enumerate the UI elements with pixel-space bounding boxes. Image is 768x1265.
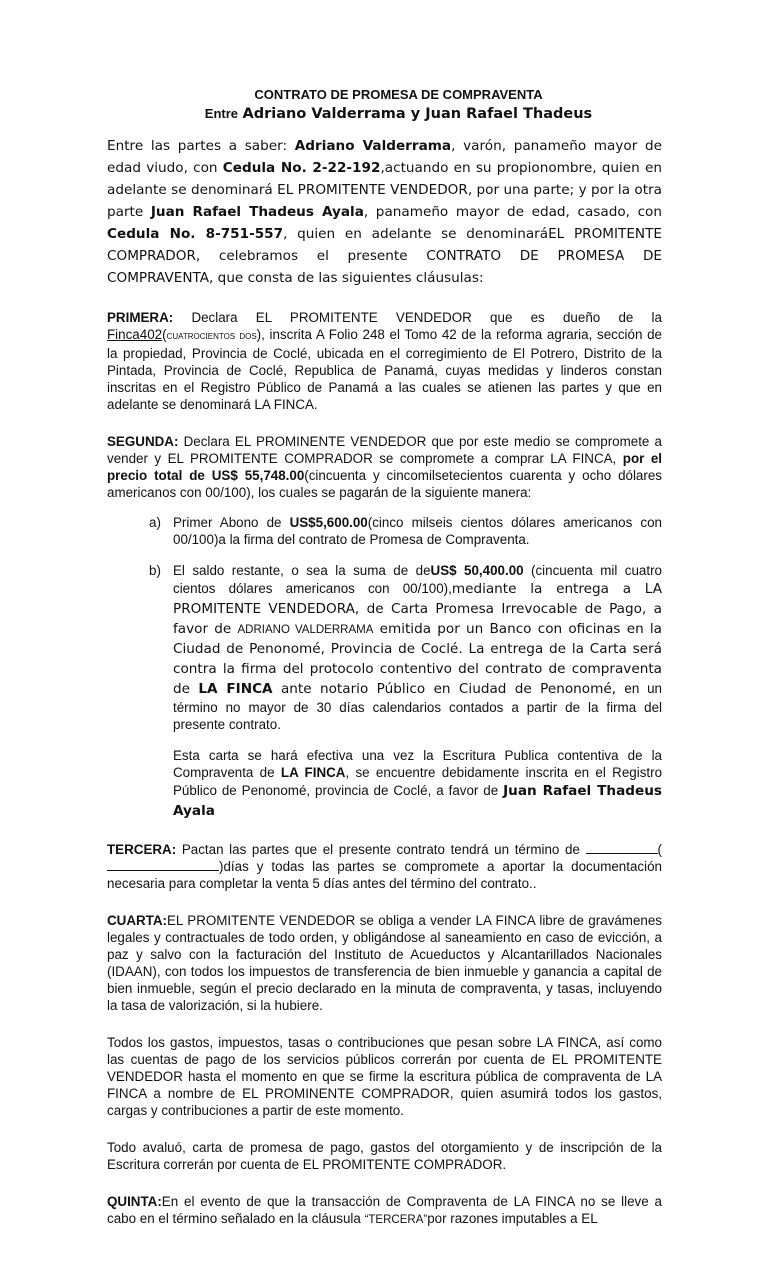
- finca-ref: LA FINCA: [198, 681, 273, 697]
- contract-subtitle: [135, 103, 662, 125]
- intro-text: Entre las partes a saber:: [107, 138, 295, 154]
- clause-text: En el evento de que la transacción de Compraventa de LA FINCA no se lleve a cabo en el término señalado en la cláusula: [107, 1194, 662, 1226]
- finca-ref: LA FINCA: [280, 765, 346, 780]
- clause-tercera: [107, 841, 662, 892]
- contract-title: CONTRATO DE PROMESA DE COMPRAVENTA: [254, 87, 543, 102]
- clause-cuarta: [107, 912, 662, 1014]
- clause-text: Declara EL PROMITENTE VENDEDOR que es dueño de la: [173, 310, 662, 325]
- clause-quinta: [107, 1193, 662, 1229]
- subtitle-prefix: Entre: [204, 106, 239, 121]
- finca-number: Finca402: [107, 327, 163, 342]
- list-marker: a): [149, 515, 161, 530]
- clause-text: (cincuenta y cincomilsetecientos cuarenta y ocho dólares americanos con 00/100), los cuales se pagarán de la siguiente manera:: [107, 468, 662, 500]
- term-blank-line: [107, 858, 219, 871]
- seller-id: Cedula No. 2-22-192: [222, 160, 381, 176]
- clause-text: )días y todas las partes se compromete a aportar la documentación necesaria para completar la venta 5 días antes del término del contrato..: [107, 859, 662, 891]
- clause-label: PRIMERA:: [107, 310, 174, 325]
- clause-segunda: [107, 433, 662, 501]
- item-text: Esta carta se hará efectiva una vez la Escritura Publica contentiva de la Compraventa de: [173, 748, 662, 780]
- item-text: Primer Abono de: [173, 515, 290, 530]
- intro-text: , varón, panameño mayor de edad viudo, con: [107, 138, 662, 176]
- intro-text: , quien en adelante se denominaráEL PROMITENTE COMPRADOR, celebramos el presente CONTRATO DE PROMESA DE COMPRAVENTA, que consta de las siguientes cláusulas:: [107, 226, 662, 286]
- buyer-id: Cedula No. 8-751-557: [107, 226, 284, 242]
- item-text: (cincuenta mil cuatro cientos dólares americanos con 00/100),: [173, 563, 663, 596]
- finca-number-words: cuatrocientos dos: [166, 330, 257, 342]
- term-blank-line: [586, 841, 658, 854]
- first-payment-amount: US$5,600.00: [289, 515, 368, 530]
- clause-label: TERCERA:: [107, 842, 177, 857]
- intro-text: ,actuando en su propionombre, quien en adelante se denominará EL PROMITENTE VENDEDOR, por una parte; y por la otra parte: [107, 160, 662, 220]
- expenses-paragraph: Todos los gastos, impuestos, tasas o contribuciones que pesan sobre LA FINCA, así como las cuentas de pago de los servicios públicos correrán por cuenta de EL PROMITENTE VENDEDOR hasta el momento en que se firme la escritura pública de compraventa de LA FINCA a nombre de EL PROMINENTE COMPRADOR, quien asumirá todos los gastos, cargas y contribuciones a partir de este momento.: [107, 1035, 662, 1118]
- item-text: mediante la entrega a LA PROMITENTE VENDEDORA, de Carta Promesa Irrevocable de Pago, a favor de: [173, 581, 662, 637]
- item-text: (cinco milseis cientos dólares americanos con 00/100)a la firma del contrato de Promesa de Compraventa.: [173, 515, 663, 547]
- list-marker: b): [149, 563, 161, 578]
- clause-label: CUARTA:: [107, 913, 167, 928]
- buyer-full-name: Juan Rafael Thadeus Ayala: [173, 783, 662, 819]
- clause-text: por razones imputables a EL: [427, 1211, 598, 1226]
- balance-amount: US$ 50,400.00: [430, 563, 524, 578]
- list-item: [149, 514, 662, 548]
- item-text: en un término no mayor de 30 días calendarios contados a partir de la firma del presente contrato.: [173, 681, 662, 732]
- buyer-name: Juan Rafael Thadeus Ayala: [150, 204, 364, 220]
- subtitle-parties: Adriano Valderrama y Juan Rafael Thadeus: [242, 106, 593, 122]
- clause-reference: “TERCERA”: [364, 1214, 428, 1226]
- clause-text: Pactan las partes que el presente contrato tendrá un término de: [176, 842, 586, 857]
- payment-list: [149, 514, 662, 733]
- payee-name: ADRIANO VALDERRAMA: [237, 624, 374, 636]
- item-text: ante notario Público en Ciudad de Penonomé,: [272, 681, 625, 697]
- clause-text: EL PROMITENTE VENDEDOR se obliga a vender LA FINCA libre de gravámenes legales y contractuales de todo orden, y obligándose al saneamiento en caso de evicción, a paz y salvo con la facturación del Instituto de Acueductos y Alcantarillados Nacionales (IDAAN), con todos los impuestos de transferencia de bien inmueble y ganancia a capital de bien inmueble, según el precio declarado en la minuta de compraventa, y tasas, incluyendo la tasa de valorización, si la hubiere.: [107, 913, 662, 1013]
- item-text: El saldo restante, o sea la suma de de: [173, 563, 431, 578]
- clause-label: SEGUNDA:: [107, 434, 179, 449]
- seller-name: Adriano Valderrama: [294, 138, 452, 154]
- appraisal-paragraph: Todo avaluó, carta de promesa de pago, gastos del otorgamiento y de inscripción de la Escritura correrán por cuenta de EL PROMITENTE COMPRADOR.: [107, 1140, 662, 1172]
- item-text: , se encuentre debidamente inscrita en el Registro Público de Penonomé, provincia de Coclé, a favor de: [173, 765, 663, 798]
- clause-text: Declara EL PROMINENTE VENDEDOR que por este medio se compromete a vender y EL PROMITENTE COMPRADOR se compromete a comprar LA FINCA,: [107, 434, 662, 466]
- clause-primera: [107, 309, 662, 413]
- item-text: emitida por un Banco con oficinas en la Ciudad de Penonomé, Provincia de Coclé. La entrega de la Carta será contra la firma del protocolo contentivo del contrato de compraventa de: [173, 621, 663, 697]
- clause-label: QUINTA:: [107, 1194, 162, 1209]
- clause-text: ), inscrita A Folio 248 el Tomo 42 de la reforma agraria, sección de la propiedad, Provincia de Coclé, ubicada en el corregimiento de El Potrero, Distrito de la Pintada, Provincia de Coclé, Republica de Panamá, cuyas medidas y linderos constan inscritas en el Registro Público de Panamá a las cuales se atienen las partes y que en adelante se denominará LA FINCA.: [107, 327, 662, 412]
- letter-effect-paragraph: [173, 747, 662, 821]
- document-page: [107, 86, 662, 1229]
- clause-text: (: [162, 327, 167, 342]
- intro-paragraph: [107, 135, 662, 289]
- total-price: por el precio total de US$ 55,748.00: [107, 451, 662, 483]
- clause-text: (: [657, 842, 662, 857]
- intro-text: , panameño mayor de edad, casado, con: [363, 204, 662, 220]
- list-item: [149, 562, 662, 733]
